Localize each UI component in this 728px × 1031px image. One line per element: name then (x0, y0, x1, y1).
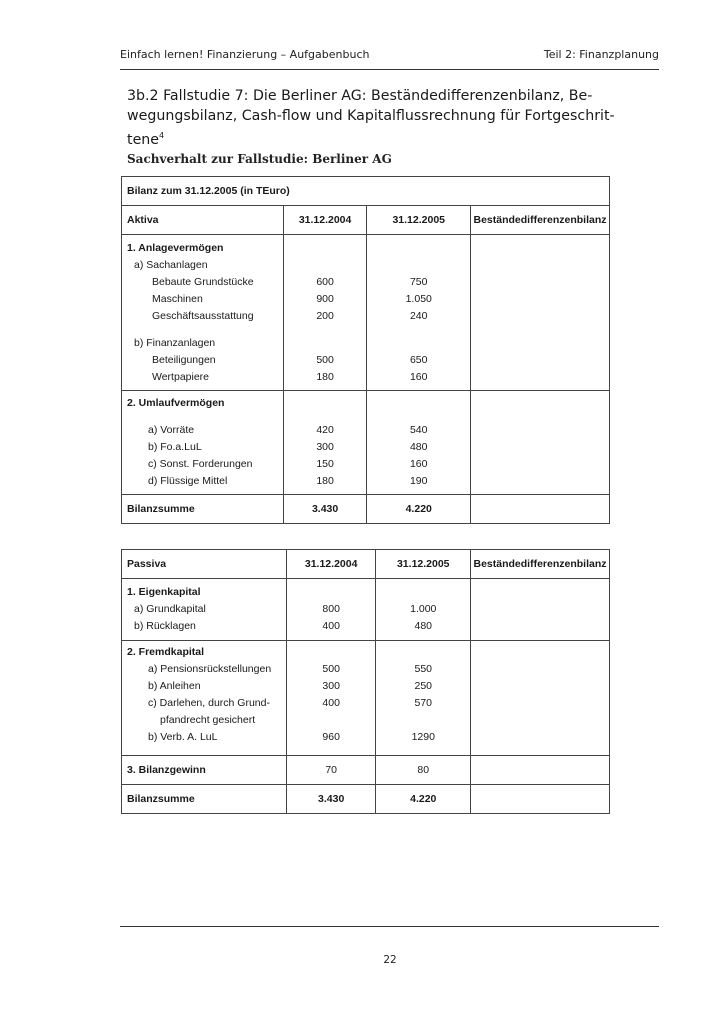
anlage-title: 1. Anlagevermögen (127, 242, 224, 254)
bilanzgewinn-diff (471, 756, 610, 785)
bilanzgewinn-row (122, 756, 610, 785)
table-row-label: d) Flüssige Mittel (148, 475, 228, 487)
table-cell-value: 150 (316, 458, 334, 470)
passiva-table (121, 549, 610, 814)
aktiva-sum-2004: 3.430 (283, 495, 367, 524)
table-cell-value: 200 (316, 310, 334, 322)
anlage-row (122, 235, 610, 391)
aktiva-header-diff: Beständedifferenzenbilanz (471, 206, 610, 235)
umlauf-2004-values (283, 391, 367, 495)
table-cell-value: 550 (414, 663, 433, 675)
table-row-label: b) Rücklagen (134, 620, 196, 632)
bilanzgewinn-2004: 70 (286, 756, 376, 785)
table-cell-value: 600 (316, 276, 334, 288)
table-row-label: c) Sonst. Forderungen (148, 458, 253, 470)
umlauf-diff-cell (471, 391, 610, 495)
anlage-2005-values (367, 235, 471, 391)
fremdkapital-labels (122, 641, 287, 756)
passiva-sum-label: Bilanzsumme (122, 785, 287, 814)
umlauf-2005-values (367, 391, 471, 495)
case-subtitle: Sachverhalt zur Fallstudie: Berliner AG (127, 152, 392, 166)
fremdkapital-title: 2. Fremdkapital (127, 646, 205, 658)
anlage-2004-values (283, 235, 367, 391)
umlauf-row (122, 391, 610, 495)
eigenkapital-diff-cell (471, 579, 610, 641)
title-line-3-wrap (127, 126, 647, 150)
bilanzgewinn-label: 3. Bilanzgewinn (122, 756, 287, 785)
table-cell-value: 180 (316, 475, 334, 487)
passiva-header-2004: 31.12.2004 (286, 550, 376, 579)
title-line-1: 3b.2 Fallstudie 7: Die Berliner AG: Beständedifferenzenbilanz, Be- (127, 88, 593, 104)
umlauf-title: 2. Umlaufvermögen (127, 397, 225, 409)
section-title (127, 86, 647, 150)
header-book-title: Einfach lernen! Finanzierung – Aufgabenbuch (120, 48, 370, 61)
table-row-label: b) Verb. A. LuL (148, 731, 218, 743)
table-row-label: Maschinen (152, 293, 203, 305)
table-row-label: Beteiligungen (152, 354, 216, 366)
aktiva-sum-row (122, 495, 610, 524)
title-line-2: wegungsbilanz, Cash-flow und Kapitalflussrechnung für Fortgeschrit- (127, 108, 615, 124)
table-cell-value: 480 (409, 441, 428, 453)
header-rule (120, 69, 659, 70)
passiva-header-diff: Beständedifferenzenbilanz (471, 550, 610, 579)
fremdkapital-2004-values (286, 641, 376, 756)
fremdkapital-2005-values (376, 641, 471, 756)
anlage-labels (122, 235, 284, 391)
sachanlagen-label: a) Sachanlagen (134, 259, 208, 271)
eigenkapital-row (122, 579, 610, 641)
table-cell-value: 750 (409, 276, 428, 288)
balance-caption: Bilanz zum 31.12.2005 (in TEuro) (122, 177, 610, 206)
eigenkapital-labels (122, 579, 287, 641)
table-cell-value: 300 (316, 441, 334, 453)
balance-caption-row (122, 177, 610, 206)
table-cell-value: 420 (316, 424, 334, 436)
table-row-label: Geschäftsausstattung (152, 310, 254, 322)
table-row-label-continued: pfandrecht gesichert (160, 714, 256, 726)
table-cell-value: 960 (322, 731, 340, 743)
aktiva-table (121, 176, 610, 524)
table-row-label: Bebaute Grundstücke (152, 276, 254, 288)
table-cell-value: 300 (322, 680, 340, 692)
passiva-sum-row (122, 785, 610, 814)
eigenkapital-title: 1. Eigenkapital (127, 586, 201, 598)
table-row-label: b) Anleihen (148, 680, 201, 692)
page-header (120, 44, 659, 68)
aktiva-header-2005: 31.12.2005 (367, 206, 471, 235)
table-cell-value: 900 (316, 293, 334, 305)
passiva-sum-diff (471, 785, 610, 814)
bilanzgewinn-2005: 80 (376, 756, 471, 785)
page-number: 22 (383, 954, 397, 966)
finanzanlagen-label: b) Finanzanlagen (134, 337, 216, 349)
fremdkapital-diff-cell (471, 641, 610, 756)
aktiva-sum-diff (471, 495, 610, 524)
table-cell-value: 480 (414, 620, 433, 632)
table-row-label: c) Darlehen, durch Grund- (148, 697, 270, 709)
aktiva-sum-2005: 4.220 (367, 495, 471, 524)
table-cell-value: 160 (409, 371, 428, 383)
passiva-header-row (122, 550, 610, 579)
aktiva-header-row (122, 206, 610, 235)
passiva-header-2005: 31.12.2005 (376, 550, 471, 579)
table-cell-value: 190 (409, 475, 428, 487)
table-cell-value: 500 (322, 663, 340, 675)
table-cell-value: 1290 (411, 731, 435, 743)
header-part-title: Teil 2: Finanzplanung (543, 48, 659, 61)
anlage-diff-cell (471, 235, 610, 391)
table-cell-value: 240 (409, 310, 428, 322)
title-line-3: tene (127, 132, 160, 148)
aktiva-header: Aktiva (122, 206, 284, 235)
passiva-sum-2005: 4.220 (376, 785, 471, 814)
table-cell-value: 1.000 (410, 603, 437, 615)
table-cell-value: 800 (322, 603, 340, 615)
fremdkapital-row (122, 641, 610, 756)
table-row-label: a) Pensionsrückstellungen (148, 663, 272, 675)
umlauf-labels (122, 391, 284, 495)
table-cell-value: 500 (316, 354, 334, 366)
table-row-label: Wertpapiere (152, 371, 210, 383)
table-row-label: a) Grundkapital (134, 603, 206, 615)
table-cell-value: 650 (409, 354, 428, 366)
passiva-sum-2004: 3.430 (286, 785, 376, 814)
footer-rule (120, 926, 659, 927)
table-cell-value: 180 (316, 371, 334, 383)
table-cell-value: 570 (414, 697, 433, 709)
table-row-label: a) Vorräte (148, 424, 195, 436)
passiva-header: Passiva (122, 550, 287, 579)
table-cell-value: 250 (414, 680, 433, 692)
table-cell-value: 540 (409, 424, 428, 436)
table-row-label: b) Fo.a.LuL (148, 441, 202, 453)
aktiva-sum-label: Bilanzsumme (122, 495, 284, 524)
table-cell-value: 1.050 (405, 293, 432, 305)
table-cell-value: 400 (322, 697, 340, 709)
table-cell-value: 160 (409, 458, 428, 470)
aktiva-header-2004: 31.12.2004 (283, 206, 367, 235)
table-cell-value: 400 (322, 620, 340, 632)
eigenkapital-2005-values (376, 579, 471, 641)
footnote-marker: 4 (159, 131, 165, 140)
eigenkapital-2004-values (286, 579, 376, 641)
